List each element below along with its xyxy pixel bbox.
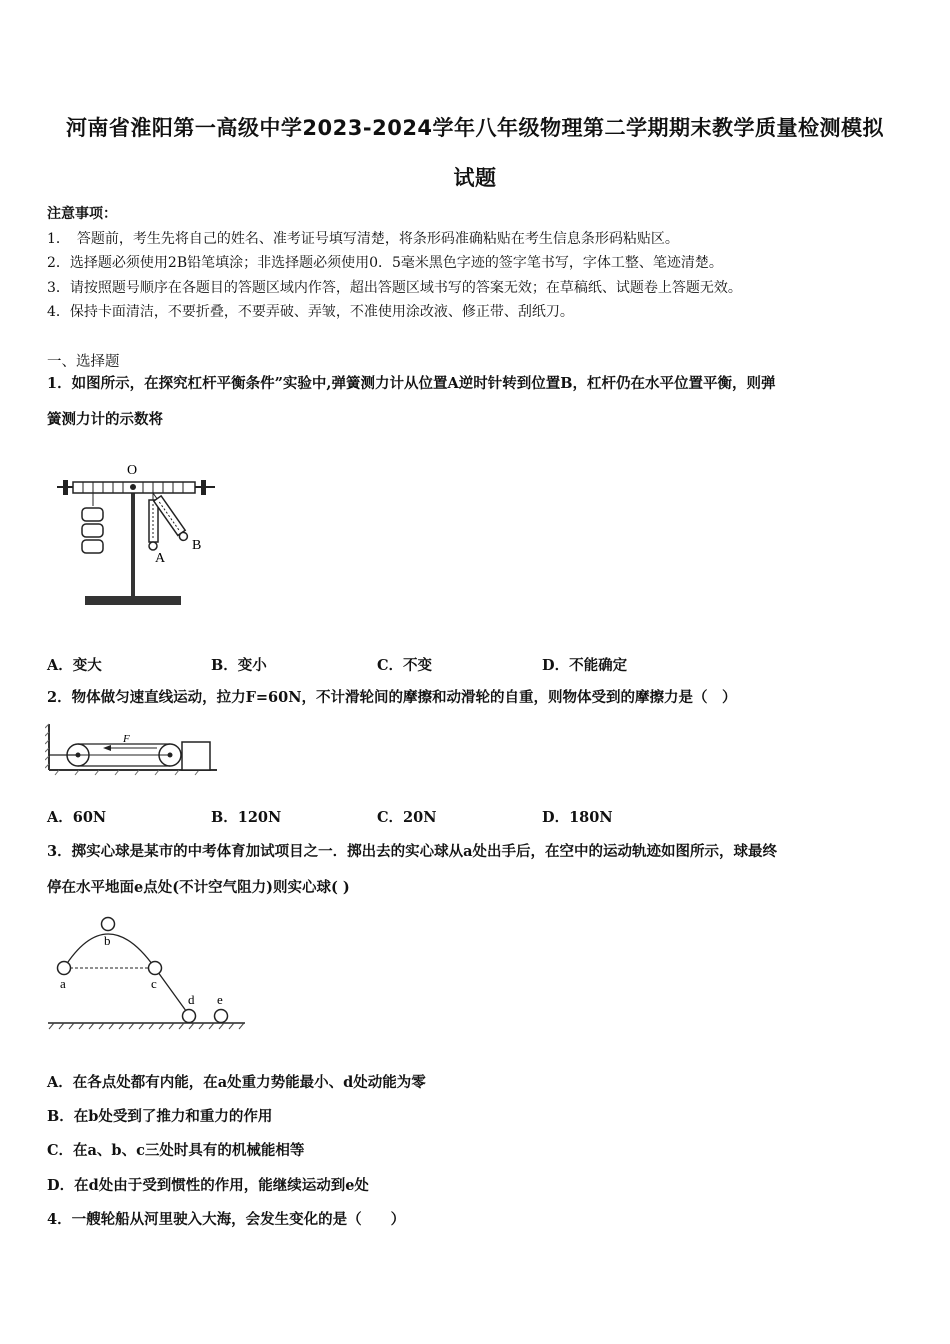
question-2-options: [47, 806, 847, 828]
option-a[interactable]: A．变大: [47, 657, 102, 674]
question-1: [47, 366, 917, 438]
option-c[interactable]: C．不变: [377, 657, 433, 674]
point-label-b: b: [104, 933, 111, 948]
option-c[interactable]: C．20N: [377, 809, 437, 826]
question-1-options: [47, 654, 847, 676]
point-label-d: d: [188, 992, 195, 1007]
option-d[interactable]: D．180N: [542, 809, 613, 826]
ball-trajectory-figure: [45, 910, 250, 1035]
option-b[interactable]: B．变小: [211, 657, 267, 674]
option-b[interactable]: B．在b处受到了推力和重力的作用: [47, 1108, 273, 1125]
notes-block: [47, 202, 742, 325]
question-1-text-line1: 1．如图所示，在探究杠杆平衡条件”实验中,弹簧测力计从位置A逆时针转到位置B，杠杆仍在水平位置平衡，则弹: [47, 375, 776, 392]
point-label-c: c: [151, 976, 157, 991]
question-3-text-line2: 停在水平地面e点处(不计空气阻力)则实心球( ): [47, 879, 350, 896]
question-2: [47, 680, 917, 716]
question-1-text-line2: 簧测力计的示数将: [47, 411, 163, 428]
option-d[interactable]: D．在d处由于受到惯性的作用，能继续运动到e处: [47, 1177, 369, 1194]
notes-heading: 注意事项：: [47, 206, 117, 222]
pivot-label-o: O: [127, 463, 138, 478]
point-label-e: e: [217, 992, 223, 1007]
point-label-a: a: [60, 976, 66, 991]
question-3: [47, 834, 917, 906]
option-a[interactable]: A．60N: [47, 809, 107, 826]
position-label-a: A: [155, 551, 166, 566]
option-c[interactable]: C．在a、b、c三处时具有的机械能相等: [47, 1142, 305, 1159]
option-d[interactable]: D．不能确定: [542, 657, 628, 674]
pulley-figure: [45, 720, 220, 778]
note-item: 4．保持卡面清洁，不要折叠，不要弄破、弄皱，不准使用涂改液、修正带、刮纸刀。: [47, 304, 574, 320]
exam-title-line1: 河南省淮阳第一高级中学2023-2024学年八年级物理第二学期期末教学质量检测模拟: [65, 116, 885, 140]
option-b[interactable]: B．120N: [211, 809, 282, 826]
question-3-text-line1: 3．掷实心球是某市的中考体育加试项目之一．掷出去的实心球从a处出手后，在空中的运动轨迹如图所示，球最终: [47, 843, 777, 860]
question-2-text: 2．物体做匀速直线运动，拉力F=60N，不计滑轮间的摩擦和动滑轮的自重，则物体受到的摩擦力是（ ）: [47, 689, 737, 706]
question-4-text: 4．一艘轮船从河里驶入大海，会发生变化的是（ ）: [47, 1211, 406, 1228]
position-label-b: B: [192, 538, 202, 553]
note-item: 2．选择题必须使用2B铅笔填涂；非选择题必须使用0．5毫米黑色字迹的签字笔书写，字体工整、笔迹清楚。: [47, 255, 723, 271]
note-item: 1． 答题前，考生先将自己的姓名、准考证号填写清楚，将条形码准确粘贴在考生信息条形码粘贴区。: [47, 230, 679, 247]
force-label-f: F: [123, 733, 130, 745]
note-item: 3．请按照题号顺序在各题目的答题区域内作答，超出答题区域书写的答案无效；在草稿纸、试题卷上答题无效。: [47, 279, 742, 296]
section-heading: 一、选择题: [47, 354, 120, 370]
option-a[interactable]: A．在各点处都有内能，在a处重力势能最小、d处动能为零: [47, 1074, 426, 1091]
exam-title-line2: 试题: [453, 166, 497, 190]
lever-balance-figure: [55, 458, 225, 613]
